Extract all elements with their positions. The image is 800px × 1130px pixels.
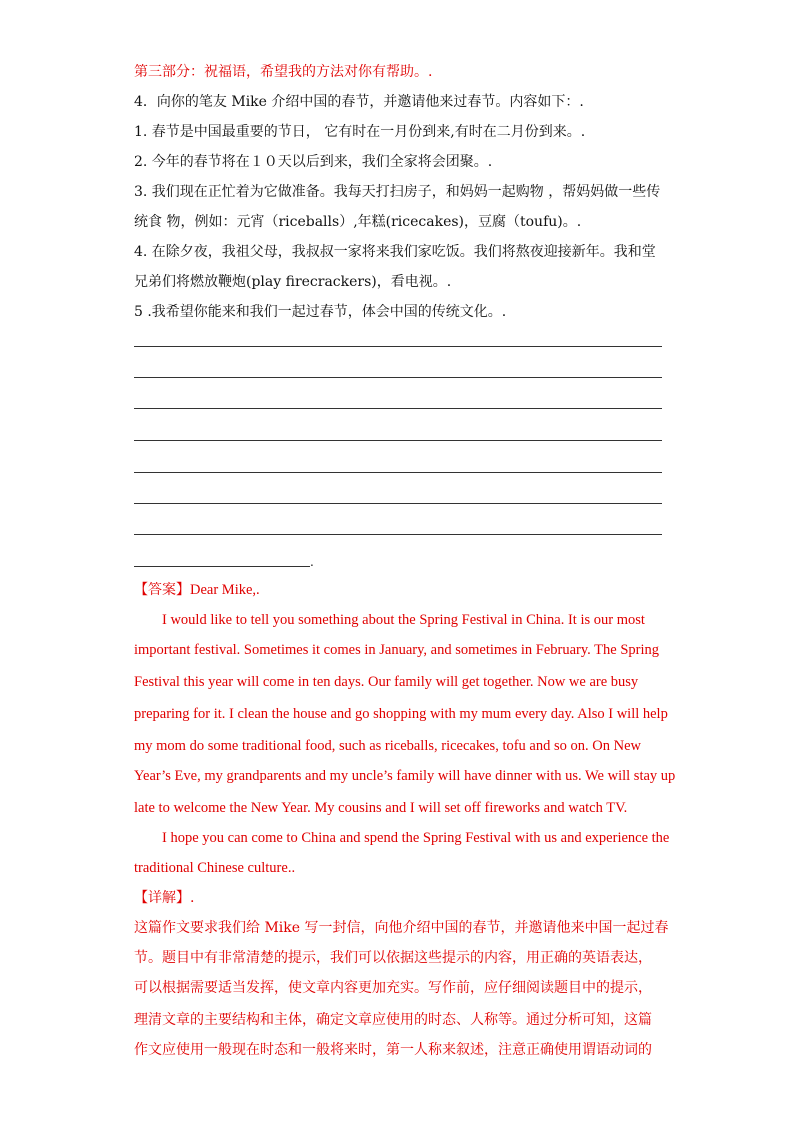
answer-blank-line bbox=[134, 440, 662, 441]
question-point-4: 4. 在除夕夜，我祖父母，我叔叔一家将来我们家吃饭。我们将熬夜迎接新年。我和堂 bbox=[134, 244, 656, 260]
explanation-line: 可以根据需要适当发挥，使文章内容更加充实。写作前，应仔细阅读题目中的提示， bbox=[134, 980, 652, 996]
question-prompt: 4．向你的笔友 Mike 介绍中国的春节，并邀请他来过春节。内容如下：. bbox=[134, 94, 584, 110]
answer-line: Festival this year will come in ten days. Our family will get together. Now we are busy bbox=[134, 674, 639, 690]
explanation-line: 这篇作文要求我们给 Mike 写一封信，向他介绍中国的春节，并邀请他来中国一起过春 bbox=[134, 920, 669, 936]
answer-blank-line bbox=[134, 503, 662, 504]
answer-blank-line bbox=[134, 408, 662, 409]
answer-blank-line bbox=[134, 472, 662, 473]
question-point-4-cont: 兄弟们将燃放鞭炮(play firecrackers)，看电视。. bbox=[134, 274, 452, 290]
question-point-2: 2. 今年的春节将在１０天以后到来，我们全家将会团聚。. bbox=[134, 154, 493, 170]
explanation-line: 节。题目中有非常清楚的提示，我们可以依据这些提示的内容，用正确的英语表达， bbox=[134, 950, 652, 966]
answer-line: my mom do some traditional food, such as riceballs, ricecakes, tofu and so on. On New bbox=[134, 738, 641, 754]
answer-line: important festival. Sometimes it comes in January, and sometimes in February. The Spring bbox=[134, 642, 659, 658]
answer-line: preparing for it. I clean the house and go shopping with my mum every day. Also I will help bbox=[134, 706, 668, 722]
explanation-label: 【详解】. bbox=[134, 890, 195, 906]
question-point-3-cont: 统食 物，例如：元宵（riceballs）,年糕(ricecakes)，豆腐（toufu)。. bbox=[134, 214, 582, 230]
answer-line: late to welcome the New Year. My cousins and I will set off fireworks and watch TV. bbox=[134, 800, 628, 816]
answer-line: Year’s Eve, my grandparents and my uncle’s family will have dinner with us. We will stay up bbox=[134, 768, 676, 784]
part3-heading: 第三部分：祝福语，希望我的方法对你有帮助。. bbox=[134, 64, 433, 80]
answer-blank-line-short bbox=[134, 566, 310, 567]
answer-line: I would like to tell you something about the Spring Festival in China. It is our most bbox=[162, 612, 645, 628]
explanation-line: 理清文章的主要结构和主体，确定文章应使用的时态、人称等。通过分析可知，这篇 bbox=[134, 1012, 652, 1028]
answer-label: 【答案】 bbox=[134, 582, 190, 598]
blank-end-mark: . bbox=[310, 555, 314, 569]
question-point-1: 1. 春节是中国最重要的节日， 它有时在一月份到来,有时在二月份到来。. bbox=[134, 124, 586, 140]
answer-line: traditional Chinese culture.. bbox=[134, 860, 296, 876]
question-point-3: 3. 我们现在正忙着为它做准备。我每天打扫房子，和妈妈一起购物 ，帮妈妈做一些传 bbox=[134, 184, 661, 200]
answer-blank-line bbox=[134, 377, 662, 378]
question-point-5: 5 .我希望你能来和我们一起过春节，体会中国的传统文化。. bbox=[134, 304, 507, 320]
answer-blank-line bbox=[134, 534, 662, 535]
answer-line: I hope you can come to China and spend the Spring Festival with us and experience the bbox=[162, 830, 670, 846]
answer-greeting: Dear Mike,. bbox=[190, 582, 260, 598]
answer-blank-line bbox=[134, 346, 662, 347]
explanation-line: 作文应使用一般现在时态和一般将来时，第一人称来叙述，注意正确使用谓语动词的 bbox=[134, 1042, 652, 1058]
answer-header bbox=[134, 580, 674, 600]
